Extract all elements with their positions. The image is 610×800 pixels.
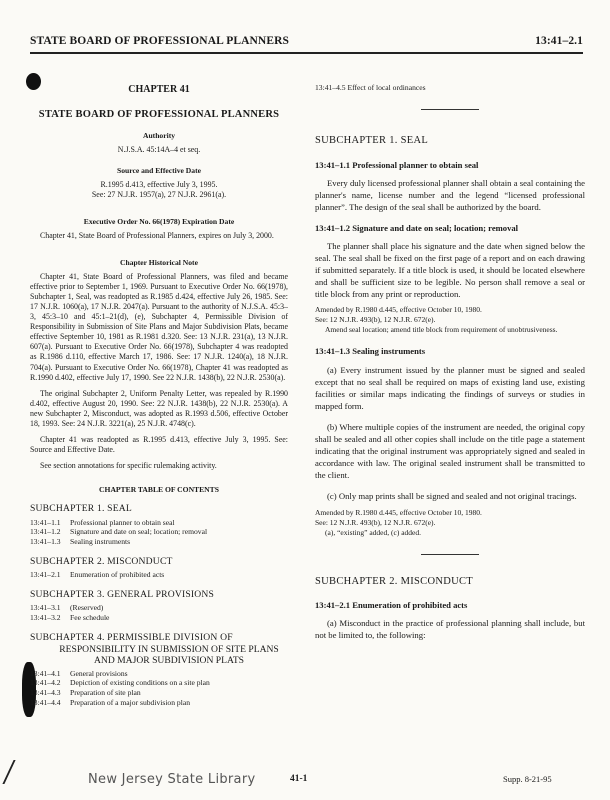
source-text: R.1995 d.413, effective July 3, 1995. See: 27 N.J.R. 1957(a), 27 N.J.R. 2961(a).	[91, 179, 227, 199]
toc-subchapter-heading: SUBCHAPTER 1. SEAL	[30, 503, 132, 515]
section-1-3-para-a: (a) Every instrument issued by the planner must be signed and sealed except that no seal shall be required on maps of existing land use, existing facilities or similar maps indicating the findings of surveys or studies in mapped form.	[315, 365, 585, 412]
supplement-date: Supp. 8-21-95	[503, 774, 552, 784]
running-header-section: 13:41–2.1	[535, 35, 583, 47]
section-1-3-para-c: (c) Only map prints shall be signed and sealed and not original tracings.	[327, 491, 577, 502]
toc-subchapter-heading: SUBCHAPTER 3. GENERAL PROVISIONS	[30, 589, 215, 601]
toc-entry[interactable]: 13:41–4.4 Preparation of a major subdivision plan	[30, 698, 190, 708]
left-column	[30, 62, 288, 708]
history-paragraph-1: Chapter 41, State Board of Professional Planners, was filed and became effective prior to September 1, 1969. Pursuant to Executive Order No. 66(1978), Subchapter 1, Seal, was readopted as R.1985 d.424, effective July 26, 1985. See: 17 N.J.R. 1060(a), 17 N.J.R. 2047(a). Pursuant to the authority of N.J.S.A. 45:3–3, 45:3–10 and 45:1–21(d), (e), Subchapter 4, Permissible Division of Responsibility in Submission of Site Plans and Major Subdivision Plats, became effective September 10, 1981 as R.1981 d.320. See: 13 N.J.R. 231(a), 13 N.J.R. 607(a). Pursuant to Executive Order No. 66(1978), Subchapter 4 was readopted as R.1986 d.110, effective March 17, 1986. See: 17 N.J.R. 1240(a), 18 N.J.R. 704(a). Pursuant to Executive Order No. 66(1978), Chapter 41 was readopted as R.1990 d.402, effective July 17, 1990. See 22 N.J.R. 1438(b), 22 N.J.R. 2530(a).	[30, 271, 288, 382]
history-paragraph-2: The original Subchapter 2, Uniform Penalty Letter, was repealed by R.1990 d.402, effective August 20, 1990. See: 22 N.J.R. 1438(b), 22 N.J.R. 2530(a). A new Subchapter 2, Misconduct, was adopted as R.1993 d.506, effective October 18, 1993. See: 24 N.J.R. 3221(a), 25 N.J.R. 4748(c).	[30, 388, 288, 429]
header-rule	[30, 52, 583, 54]
authority-label: Authority	[142, 131, 176, 141]
source-label: Source and Effective Date	[116, 166, 201, 176]
toc-entry[interactable]: 13:41–4.1 General provisions	[30, 668, 128, 678]
running-header-title: STATE BOARD OF PROFESSIONAL PLANNERS	[30, 35, 289, 47]
section-1-1-body: Every duly licensed professional planner shall obtain a seal containing the planner's name, license number and the legend “licensed professional planner”. The design of the seal shall be authorized by the board.	[315, 178, 585, 213]
section-1-2-amend-note: Amended by R.1980 d.445, effective October 10, 1980.	[315, 305, 482, 315]
toc-subchapter-heading: SUBCHAPTER 2. MISCONDUCT	[30, 556, 173, 568]
section-divider	[421, 109, 479, 110]
toc-entry[interactable]: 13:41–2.1 Enumeration of prohibited acts	[30, 570, 165, 580]
library-stamp: New Jersey State Library	[88, 772, 256, 787]
section-1-3-para-b: (b) Where multiple copies of the instrument are needed, the original copy shall be sealed and all other copies shall include on the title page a statement indicating that the original instrument was appropriately signed and sealed in accordance with law. The original sealed instrument shall be transmitted to the client.	[315, 422, 585, 481]
toc-subchapter-heading: SUBCHAPTER 4. PERMISSIBLE DIVISION OF	[30, 632, 233, 644]
toc-entry[interactable]: 13:41–1.1 Professional planner to obtain seal	[30, 517, 175, 527]
chapter-title: STATE BOARD OF PROFESSIONAL PLANNERS	[38, 108, 280, 120]
toc-label: CHAPTER TABLE OF CONTENTS	[99, 484, 219, 494]
right-column	[315, 62, 585, 641]
history-paragraph-4: See section annotations for specific rulemaking activity.	[40, 461, 217, 471]
exec-order-label: Executive Order No. 66(1978) Expiration Date	[83, 217, 235, 226]
exec-order-text: Chapter 41, State Board of Professional Planners, expires on July 3, 2000.	[40, 230, 274, 240]
toc-entry[interactable]: 13:41–1.3 Sealing instruments	[30, 537, 131, 547]
section-1-2-change-note: Amend seal location; amend title block from requirement of unobtrusiveness.	[325, 324, 558, 334]
toc-entry[interactable]: 13:41–4.3 Preparation of site plan	[30, 688, 141, 698]
toc-subchapter-heading-cont: RESPONSIBILITY IN SUBMISSION OF SITE PLANS AND MAJOR SUBDIVISION PLATS	[59, 644, 279, 667]
scan-mark	[2, 760, 27, 784]
chapter-number: CHAPTER 41	[128, 84, 190, 95]
section-1-3-title: 13:41–1.3 Sealing instruments	[315, 346, 426, 357]
toc-entry-last: 13:41–4.5 Effect of local ordinances	[315, 83, 426, 92]
history-label: Chapter Historical Note	[120, 257, 198, 267]
history-paragraph-3: Chapter 41 was readopted as R.1995 d.413, effective July 3, 1995. See: Source and Effective Date.	[30, 435, 288, 455]
section-divider	[421, 554, 479, 555]
section-1-3-change-note: (a), “existing” added, (c) added.	[325, 527, 421, 537]
toc-entry[interactable]: 13:41–1.2 Signature and date on seal; location; removal	[30, 527, 208, 537]
page-number: 41-1	[290, 774, 308, 784]
section-2-1-title: 13:41–2.1 Enumeration of prohibited acts	[315, 600, 468, 611]
toc-entry[interactable]: 13:41–3.2 Fee schedule	[30, 613, 110, 623]
section-1-3-see-note: See: 12 N.J.R. 493(b), 12 N.J.R. 672(e).	[315, 518, 436, 528]
toc-entry[interactable]: 13:41–3.1 (Reserved)	[30, 603, 104, 613]
authority-text: N.J.S.A. 45:14A–4 et seq.	[117, 144, 201, 154]
subchapter-2-heading: SUBCHAPTER 2. MISCONDUCT	[315, 575, 474, 587]
section-1-3-amend-note: Amended by R.1980 d.445, effective October 10, 1980.	[315, 508, 482, 518]
subchapter-1-heading: SUBCHAPTER 1. SEAL	[315, 134, 429, 146]
section-1-2-title: 13:41–1.2 Signature and date on seal; location; removal	[315, 223, 519, 234]
section-1-1-title: 13:41–1.1 Professional planner to obtain seal	[315, 160, 479, 171]
section-2-1-para-a: (a) Misconduct in the practice of professional planning shall include, but not be limited to, the following:	[315, 618, 585, 641]
section-1-2-see-note: See: 12 N.J.R. 493(b), 12 N.J.R. 672(e).	[315, 314, 436, 324]
toc-entry[interactable]: 13:41–4.2 Depiction of existing conditions on a site plan	[30, 678, 210, 688]
section-1-2-body: The planner shall place his signature and the date when signed below the seal. The seal shall be fixed on the first page of a report and on each drawing if submitted separately. If a title block is used, it should be located elsewhere and shall be sufficient size to be legible. No person shall remove a seal or title block from any print or reproduction.	[315, 241, 585, 300]
